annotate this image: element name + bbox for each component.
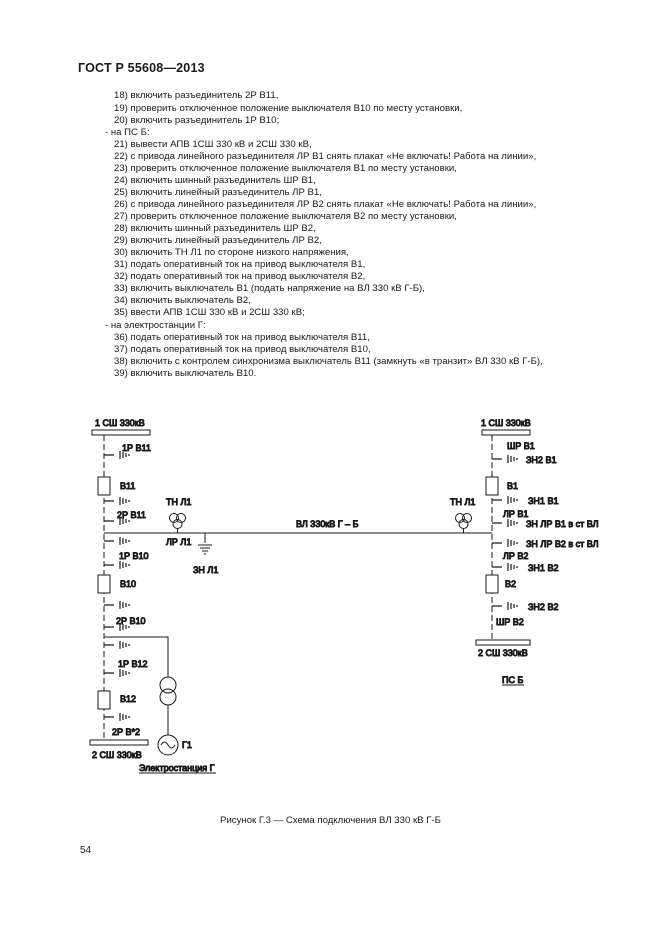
label-g1: Г1 — [182, 740, 192, 750]
breaker-b1 — [486, 477, 498, 495]
step-line: 29) включить линейный разъединитель ЛР В2, — [114, 235, 322, 246]
step-line: 32) подать оперативный ток на привод выключателя В2, — [114, 271, 366, 282]
document-header: ГОСТ Р 55608—2013 — [78, 61, 205, 75]
label-2r-b11: 2Р В11 — [117, 510, 146, 520]
label-shr-b2: ШР В2 — [496, 617, 524, 627]
step-line: 39) включить выключатель В10. — [114, 368, 257, 379]
label-b12: В12 — [120, 694, 137, 704]
label-zn1-b2: ЗН1 В2 — [528, 563, 559, 573]
section-heading: - на ПС Б: — [105, 127, 150, 138]
label-zn2-b2: ЗН2 В2 — [528, 602, 559, 612]
step-line: 31) подать оперативный ток на привод выключателя В1, — [114, 259, 366, 270]
step-line: 20) включить разъединитель 1Р В10; — [114, 115, 280, 126]
step-line: 36) подать оперативный ток на привод выключателя В11, — [114, 332, 370, 343]
label-zn-lr-b1: ЗН ЛР В1 в ст ВЛ — [526, 519, 599, 529]
busbar-2 — [90, 740, 148, 745]
step-line: 30) включить ТН Л1 по стороне низкого напряжения, — [114, 247, 349, 258]
label-shr-b1: ШР В1 — [507, 441, 535, 451]
step-line: 24) включить шинный разъединитель ШР В1, — [114, 175, 316, 186]
label-2r-b10: 2Р В10 — [116, 616, 146, 626]
label-lr-left: ЛР Л1 — [166, 537, 192, 547]
step-line: 25) включить линейный разъединитель ЛР В1, — [114, 187, 322, 198]
label-zn-lr-b2: ЗН ЛР В2 в ст ВЛ — [526, 539, 599, 549]
bus-1-label-right: 1 СШ 330кВ — [481, 418, 531, 428]
step-line: 21) вывести АПВ 1СШ 330 кВ и 2СШ 330 кВ, — [114, 139, 312, 150]
breaker-b12 — [98, 691, 110, 709]
figure-caption: Рисунок Г.3 — Схема подключения ВЛ 330 кВ Г-Б — [220, 815, 441, 826]
earth-switch-l1 — [198, 533, 212, 554]
label-b1: В1 — [507, 481, 519, 491]
label-tn-left: ТН Л1 — [166, 497, 192, 507]
section-heading: - на электростанции Г: — [105, 320, 206, 331]
station-g-label: Электростанция Г — [139, 763, 215, 773]
breaker-b10 — [98, 575, 110, 593]
label-b10: В10 — [120, 579, 137, 589]
transformer-winding-1 — [160, 677, 176, 693]
label-b2: В2 — [505, 579, 517, 589]
label-tn-right: ТН Л1 — [450, 497, 476, 507]
generator-sine — [161, 742, 175, 748]
station-g-scheme — [90, 418, 219, 773]
bus-1-label: 1 СШ 330кВ — [95, 418, 145, 428]
step-line: 18) включить разъединитель 2Р В11, — [114, 90, 279, 101]
label-1r-b10: 1Р В10 — [119, 551, 149, 561]
label-lr-b1: ЛР В1 — [503, 509, 529, 519]
station-b-label: ПС Б — [502, 675, 524, 685]
step-line: 38) включить с контролем синхронизма выключатель В11 (замкнуть «в транзит» ВЛ 330 кВ Г-Б), — [114, 356, 543, 367]
label-zn2-b1: ЗН2 В1 — [526, 455, 557, 465]
label-zn-left: ЗН Л1 — [193, 565, 219, 575]
step-line: 19) проверить отключенное положение выключателя В10 по месту установки, — [114, 103, 463, 114]
label-1r-b11: 1Р В11 — [122, 443, 151, 453]
breaker-b2 — [486, 575, 498, 593]
label-b11: В11 — [120, 481, 136, 491]
label-2r-b12: 2Р В*2 — [112, 727, 141, 737]
busbar-1-right — [482, 430, 530, 435]
label-zn1-b1: ЗН1 В1 — [528, 496, 559, 506]
breaker-b11 — [98, 477, 110, 495]
step-line: 28) включить шинный разъединитель ШР В2, — [114, 223, 316, 234]
overhead-line — [104, 497, 492, 575]
step-line: 27) проверить отключенное положение выключателя В2 по месту установки, — [114, 211, 457, 222]
step-line: 34) включить выключатель В2, — [114, 295, 251, 306]
generator-branch — [104, 637, 168, 677]
step-line: 22) с привода линейного разъединителя ЛР В1 снять плакат «Не включать! Работа на линии», — [114, 151, 537, 162]
transformer-winding-2 — [160, 689, 176, 705]
step-line: 37) подать оперативный ток на привод выключателя В10, — [114, 344, 371, 355]
step-line: 26) с привода линейного разъединителя ЛР В2 снять плакат «Не включать! Работа на линии», — [114, 199, 537, 210]
step-line: 33) включить выключатель В1 (подать напряжение на ВЛ 330 кВ Г-Б), — [114, 283, 425, 294]
step-line: 23) проверить отключенное положение выключателя В1 по месту установки, — [114, 163, 457, 174]
substation-b-scheme — [476, 418, 599, 685]
page-number: 54 — [80, 845, 92, 856]
label-lr-b2: ЛР В2 — [503, 551, 529, 561]
label-1r-b12: 1Р В12 — [118, 659, 148, 669]
step-line: 35) ввести АПВ 1СШ 330 кВ и 2СШ 330 кВ; — [114, 307, 305, 318]
line-name: ВЛ 330кВ Г – Б — [296, 519, 359, 529]
bus-2-label-right: 2 СШ 330кВ — [478, 648, 528, 658]
single-line-diagram — [0, 405, 661, 785]
bus-2-label: 2 СШ 330кВ — [92, 750, 142, 760]
busbar-1 — [92, 430, 150, 435]
busbar-2-right — [476, 640, 530, 645]
